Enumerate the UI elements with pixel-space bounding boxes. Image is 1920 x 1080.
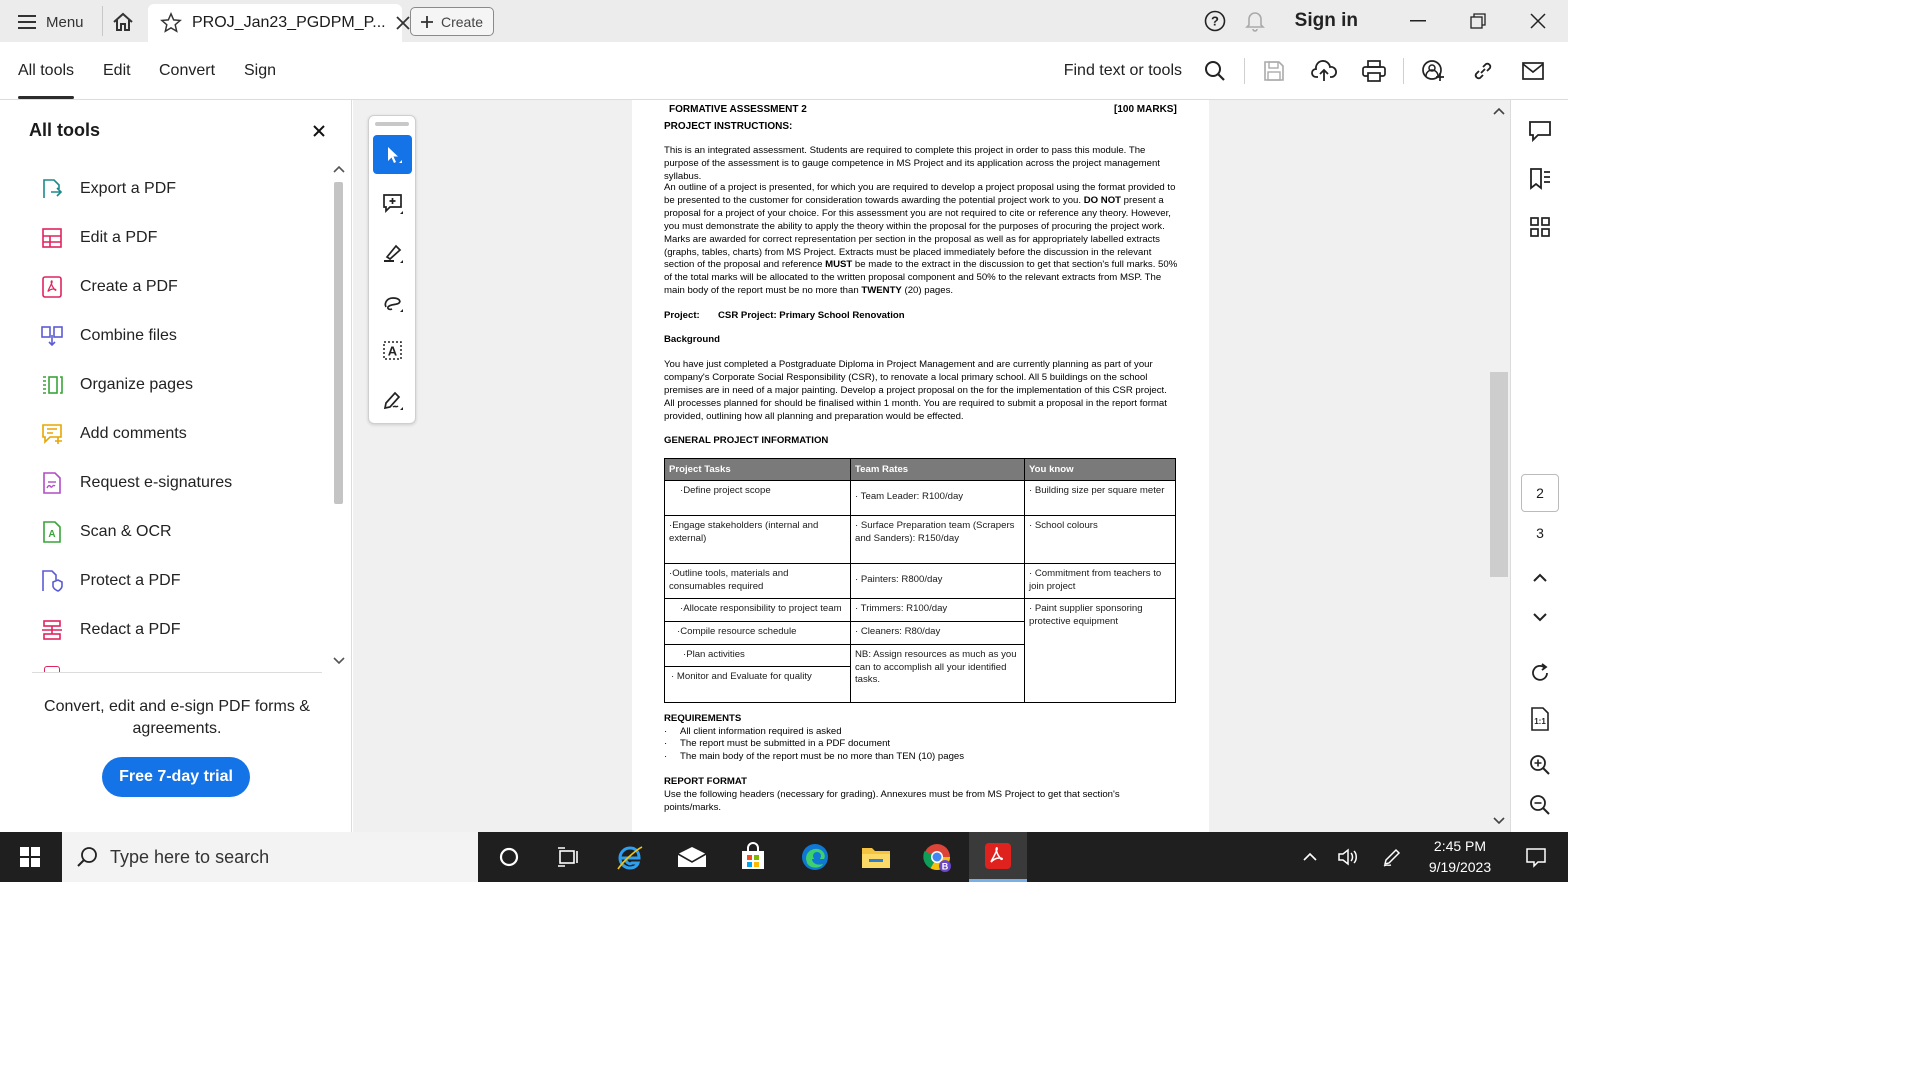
minimize-button[interactable] bbox=[1388, 0, 1448, 42]
table-cell: · School colours bbox=[1025, 516, 1176, 564]
mail-icon bbox=[1522, 62, 1544, 80]
scrollbar-thumb[interactable] bbox=[1490, 372, 1508, 577]
tool-create-pdf[interactable] bbox=[40, 272, 178, 302]
print-button[interactable] bbox=[1349, 50, 1399, 92]
table-cell: ·Allocate responsibility to project team bbox=[665, 599, 851, 622]
svg-text:1:1: 1:1 bbox=[1534, 717, 1546, 726]
table-header: You know bbox=[1025, 459, 1176, 481]
fill-sign-icon bbox=[382, 389, 404, 411]
menu-label: Menu bbox=[46, 13, 84, 31]
menu-button[interactable] bbox=[10, 8, 92, 36]
quick-tools-toolbar bbox=[368, 115, 416, 424]
table-cell: ·Compile resource schedule bbox=[665, 622, 851, 645]
table-cell: · Team Leader: R100/day bbox=[851, 481, 1025, 516]
tool-label: Edit a PDF bbox=[80, 229, 158, 246]
chevron-down-icon bbox=[1533, 612, 1547, 622]
tab-all-tools[interactable]: All tools bbox=[18, 62, 75, 79]
create-pdf-icon bbox=[40, 275, 64, 299]
notifications-center-button[interactable] bbox=[1512, 832, 1560, 882]
pen-icon bbox=[1382, 847, 1402, 867]
tool-scan-ocr[interactable] bbox=[40, 517, 172, 547]
draw-tool-button[interactable] bbox=[373, 282, 412, 321]
title-bar bbox=[0, 0, 1568, 42]
previous-page-button[interactable] bbox=[1525, 563, 1555, 593]
actual-size-icon bbox=[1530, 707, 1550, 731]
search-icon bbox=[76, 846, 98, 868]
divider bbox=[32, 672, 322, 673]
table-cell: NB: Assign resources as much as you can to accomplish all your identified tasks. bbox=[851, 645, 1025, 703]
add-comments-icon bbox=[40, 422, 64, 446]
table-cell: ·Outline tools, materials and consumables required bbox=[665, 564, 851, 599]
create-label: Create bbox=[440, 13, 484, 30]
scrollbar-thumb[interactable] bbox=[334, 182, 343, 504]
table-cell: ·Plan activities bbox=[665, 645, 851, 667]
protect-pdf-icon bbox=[40, 569, 64, 593]
find-text-button[interactable]: Find text or tools bbox=[1063, 62, 1182, 79]
clock-time: 2:45 PM bbox=[1433, 838, 1487, 854]
next-page-number[interactable]: 3 bbox=[1536, 525, 1544, 541]
star-icon[interactable] bbox=[160, 12, 182, 34]
scan-ocr-icon bbox=[40, 520, 64, 544]
acrobat-app[interactable] bbox=[969, 832, 1027, 882]
tool-label: Organize pages bbox=[80, 376, 193, 393]
table-cell: ·Engage stakeholders (internal and external) bbox=[665, 516, 851, 564]
fit-page-button[interactable] bbox=[1525, 704, 1555, 734]
svg-text:A: A bbox=[48, 529, 56, 540]
rotate-icon bbox=[1529, 662, 1551, 684]
list-item: · The main body of the report must be no more than TEN (10) pages bbox=[664, 750, 965, 762]
edge-legacy-app[interactable] bbox=[601, 832, 659, 882]
project-label: Project: bbox=[664, 310, 700, 321]
list-item-text: The main body of the report must be no more than TEN (10) pages bbox=[680, 750, 965, 762]
table-row bbox=[665, 599, 1176, 622]
all-tools-panel bbox=[0, 100, 352, 832]
tool-label: Scan & OCR bbox=[80, 523, 172, 540]
cortana-icon bbox=[499, 847, 519, 867]
search-placeholder: Type here to search bbox=[110, 846, 270, 867]
request-esign-icon bbox=[40, 471, 64, 495]
right-rail bbox=[1510, 100, 1568, 832]
table-header-row bbox=[665, 459, 1176, 481]
speaker-icon bbox=[1337, 848, 1359, 866]
hamburger-icon bbox=[18, 15, 36, 29]
svg-text:B: B bbox=[941, 861, 949, 872]
separator bbox=[1244, 58, 1245, 84]
cursor-icon bbox=[383, 144, 403, 166]
tool-label: Redact a PDF bbox=[80, 621, 181, 638]
tool-edit-pdf[interactable] bbox=[40, 223, 157, 253]
upload-button[interactable] bbox=[1299, 50, 1349, 92]
bookmarks-panel-button[interactable] bbox=[1525, 164, 1555, 194]
paragraph: This is an integrated assessment. Students are required to complete this project in order to pass this module. The purpose of the assessment is to gauge competence in MS Project and its application across the project management syllabus. bbox=[664, 145, 1160, 182]
scroll-up-icon[interactable] bbox=[333, 164, 345, 174]
taskbar-search-input[interactable] bbox=[62, 832, 478, 882]
share-user-icon bbox=[1421, 59, 1445, 83]
chrome-app[interactable] bbox=[908, 832, 966, 882]
list-item: · The report must be submitted in a PDF document bbox=[664, 738, 891, 750]
internet-explorer-icon bbox=[616, 843, 644, 871]
tool-label: Request e-signatures bbox=[80, 474, 233, 491]
table-header: Project Tasks bbox=[665, 459, 851, 481]
table-cell: · Cleaners: R80/day bbox=[851, 622, 1025, 645]
start-button[interactable] bbox=[0, 832, 60, 882]
scroll-down-icon[interactable] bbox=[1493, 816, 1505, 826]
zoom-in-icon bbox=[1529, 754, 1551, 776]
requirements-heading: REQUIREMENTS bbox=[664, 713, 742, 724]
chevron-up-icon bbox=[1533, 573, 1547, 583]
tool-combine-files[interactable] bbox=[40, 321, 177, 351]
close-icon bbox=[1530, 13, 1546, 29]
sign-tool-button[interactable] bbox=[373, 380, 412, 419]
search-icon bbox=[1204, 60, 1226, 82]
task-view-button[interactable] bbox=[539, 832, 597, 882]
svg-text:?: ? bbox=[1210, 13, 1219, 29]
instructions-heading: PROJECT INSTRUCTIONS: bbox=[664, 121, 793, 132]
help-icon bbox=[1204, 10, 1226, 32]
document-tab[interactable] bbox=[148, 4, 402, 42]
table-cell: · Commitment from teachers to join project bbox=[1025, 564, 1176, 599]
edit-pdf-icon bbox=[40, 226, 64, 250]
comments-panel-button[interactable] bbox=[1525, 116, 1555, 146]
select-tool-button[interactable] bbox=[373, 135, 412, 174]
tab-convert[interactable]: Convert bbox=[159, 62, 216, 79]
windows-logo-icon bbox=[20, 847, 40, 867]
close-icon bbox=[313, 125, 325, 137]
text-run: (20) pages. bbox=[901, 285, 954, 297]
notifications-button[interactable] bbox=[1235, 0, 1275, 42]
text-box-icon bbox=[382, 340, 404, 362]
bookmark-icon bbox=[1529, 167, 1551, 191]
close-window-button[interactable] bbox=[1508, 0, 1568, 42]
promo-text: Convert, edit and e-sign PDF forms & agreements. bbox=[44, 698, 310, 737]
text-run: TWENTY bbox=[861, 285, 902, 297]
tab-sign[interactable]: Sign bbox=[244, 62, 277, 79]
table-row bbox=[665, 564, 1176, 599]
task-view-icon bbox=[557, 847, 579, 867]
document-viewer bbox=[353, 100, 1510, 832]
cortana-button[interactable] bbox=[480, 832, 538, 882]
windows-taskbar bbox=[0, 832, 1568, 882]
show-hidden-icons-button[interactable] bbox=[1292, 832, 1328, 882]
redact-pdf-icon bbox=[40, 618, 64, 642]
text-run: present a proposal for a project of your choice. For this assessment you are not required to cite or reference any theory. However, you must demonstrate the ability to apply the theory within the proposal for the purposes of procuring the project work. Marks are awarded for correct representation per section in the proposal as well as for appropriately labelled extracts (graphs, tables, charts) from MS Project. Extracts must be placed immediately before the discussion in the relevant section of the proposal and reference bbox=[664, 194, 1171, 271]
share-button[interactable] bbox=[1408, 50, 1458, 92]
rotate-button[interactable] bbox=[1525, 658, 1555, 688]
next-page-button[interactable] bbox=[1525, 602, 1555, 632]
menubar-tools bbox=[1064, 50, 1558, 92]
restore-button[interactable] bbox=[1448, 0, 1508, 42]
paragraph bbox=[664, 182, 1178, 298]
report-format-text: Use the following headers (necessary for grading). Annexures must be from MS Project to get that section's points/marks. bbox=[664, 789, 1120, 813]
bell-icon bbox=[1245, 10, 1265, 32]
chevron-up-icon bbox=[1303, 852, 1317, 862]
text-run: be made to the extract in the discussion to get that section's full marks. 50% of the total marks will be allocated to the written proposal component and 50% to the relevant extracts from MSP. The main body of the report must be no more than bbox=[664, 259, 1178, 297]
save-button[interactable] bbox=[1249, 50, 1299, 92]
clock-date: 9/19/2023 bbox=[1428, 859, 1492, 875]
list-item-text: The report must be submitted in a PDF document bbox=[680, 738, 891, 750]
acrobat-icon bbox=[984, 842, 1012, 870]
requirements-list bbox=[664, 726, 964, 763]
project-value: CSR Project: Primary School Renovation bbox=[718, 310, 905, 321]
table-row bbox=[665, 481, 1176, 516]
table-cell: · Surface Preparation team (Scrapers and Sanders): R150/day bbox=[851, 516, 1025, 564]
doc-heading: FORMATIVE ASSESSMENT 2 bbox=[669, 104, 807, 115]
tool-label: Create a PDF bbox=[80, 278, 178, 295]
text-run: DO NOT bbox=[1083, 194, 1122, 206]
table-cell: · Trimmers: R100/day bbox=[851, 599, 1025, 622]
panel-scrollbar[interactable] bbox=[330, 160, 348, 672]
table-cell: · Building size per square meter bbox=[1025, 481, 1176, 516]
organize-pages-icon bbox=[40, 373, 64, 397]
system-clock[interactable] bbox=[1412, 836, 1508, 878]
separator bbox=[102, 6, 103, 36]
freehand-draw-icon bbox=[382, 291, 404, 313]
link-icon bbox=[1472, 60, 1494, 82]
grid-icon bbox=[1530, 217, 1550, 237]
cloud-upload-icon bbox=[1311, 60, 1337, 82]
tool-redact-pdf[interactable] bbox=[40, 615, 180, 645]
scroll-down-icon[interactable] bbox=[333, 656, 345, 666]
table-row bbox=[665, 516, 1176, 564]
pdf-page bbox=[632, 100, 1209, 832]
chrome-icon bbox=[922, 842, 952, 872]
home-icon bbox=[112, 12, 134, 32]
file-explorer-app[interactable] bbox=[847, 832, 905, 882]
sign-in-button[interactable]: Sign in bbox=[1294, 10, 1358, 31]
tool-label: Export a PDF bbox=[80, 180, 177, 197]
menu-bar bbox=[0, 42, 1568, 100]
document-scrollbar[interactable] bbox=[1489, 100, 1509, 832]
save-icon bbox=[1263, 60, 1285, 82]
text-run: MUST bbox=[825, 259, 853, 271]
current-page-box[interactable]: 2 bbox=[1521, 474, 1559, 512]
table-cell: · Painters: R800/day bbox=[851, 564, 1025, 599]
svg-text:A: A bbox=[387, 343, 397, 358]
tab-edit[interactable]: Edit bbox=[103, 62, 131, 79]
tool-organize-pages[interactable] bbox=[40, 370, 193, 400]
help-button[interactable] bbox=[1195, 0, 1235, 42]
separator bbox=[1403, 58, 1404, 84]
text-run: An outline of a project is presented, for which you are required to develop a project proposal using the format provided to be presented to the customer for consideration towards awarding the potential project work to you. bbox=[664, 182, 1176, 206]
tab-title: PROJ_Jan23_PGDPM_P... bbox=[192, 14, 386, 31]
restore-icon bbox=[1470, 13, 1486, 29]
list-item-text: All client information required is asked bbox=[680, 726, 842, 737]
volume-button[interactable] bbox=[1330, 832, 1366, 882]
tool-request-esignatures[interactable] bbox=[40, 468, 232, 498]
plus-icon bbox=[421, 16, 433, 28]
highlight-tool-button[interactable] bbox=[373, 233, 412, 272]
close-panel-button[interactable] bbox=[310, 122, 328, 140]
minimize-icon bbox=[1410, 20, 1426, 22]
notification-icon bbox=[1525, 847, 1547, 867]
tool-label: Add comments bbox=[80, 425, 187, 442]
store-icon bbox=[739, 843, 767, 871]
text-tool-button[interactable] bbox=[373, 331, 412, 370]
add-comment-tool-button[interactable] bbox=[373, 184, 412, 223]
project-info-table bbox=[664, 458, 1176, 703]
free-trial-button[interactable]: Free 7-day trial bbox=[102, 757, 250, 797]
scroll-up-icon[interactable] bbox=[1493, 106, 1505, 116]
table-header: Team Rates bbox=[851, 459, 1025, 481]
pen-menu-button[interactable] bbox=[1374, 832, 1410, 882]
gpi-heading: GENERAL PROJECT INFORMATION bbox=[664, 435, 829, 446]
combine-files-icon bbox=[40, 324, 64, 348]
zoom-in-button[interactable] bbox=[1525, 750, 1555, 780]
table-cell: ·Define project scope bbox=[665, 481, 851, 516]
list-item: · All client information required is asked bbox=[664, 726, 842, 737]
edge-icon bbox=[800, 842, 830, 872]
zoom-out-button[interactable] bbox=[1525, 790, 1555, 820]
mail-icon bbox=[677, 846, 707, 868]
folder-icon bbox=[861, 845, 891, 869]
doc-marks: [100 MARKS] bbox=[1114, 104, 1177, 115]
highlighter-icon bbox=[382, 242, 404, 264]
panel-title: All tools bbox=[29, 120, 100, 140]
search-button[interactable] bbox=[1190, 50, 1240, 92]
comment-add-icon bbox=[382, 193, 404, 215]
store-app[interactable] bbox=[724, 832, 782, 882]
comment-icon bbox=[1528, 120, 1552, 142]
close-tab-icon[interactable] bbox=[396, 16, 410, 30]
create-button[interactable] bbox=[410, 7, 494, 36]
tool-protect-pdf[interactable] bbox=[40, 566, 180, 596]
thumbnails-panel-button[interactable] bbox=[1525, 212, 1555, 242]
background-heading: Background bbox=[664, 334, 720, 345]
active-tab-indicator bbox=[18, 96, 74, 99]
report-format-heading: REPORT FORMAT bbox=[664, 776, 747, 787]
tool-label: Protect a PDF bbox=[80, 572, 181, 589]
table-cell: · Paint supplier sponsoring protective equipment bbox=[1025, 599, 1176, 703]
mail-app[interactable] bbox=[663, 832, 721, 882]
email-button[interactable] bbox=[1508, 50, 1558, 92]
print-icon bbox=[1362, 60, 1386, 82]
export-pdf-icon bbox=[40, 177, 64, 201]
zoom-out-icon bbox=[1529, 794, 1551, 816]
background-text: You have just completed a Postgraduate Diploma in Project Management and are currently planning as part of your company's Corporate Social Responsibility (CSR), to renovate a local primary school. All 5 buildings on the school premises are in need of a major painting. Develop a project proposal on the for the implementation of this CSR project. All processes planned for should be finalised within 1 month. You are required to submit a proposal in the report format provided, outlining how all planning and preparation would be effected. bbox=[664, 359, 1167, 422]
tool-add-comments[interactable] bbox=[40, 419, 187, 449]
tool-label: Combine files bbox=[80, 327, 177, 344]
edge-app[interactable] bbox=[786, 832, 844, 882]
tool-export-pdf[interactable] bbox=[40, 174, 176, 204]
drag-handle[interactable] bbox=[375, 122, 409, 126]
home-button[interactable] bbox=[108, 8, 138, 36]
copy-link-button[interactable] bbox=[1458, 50, 1508, 92]
titlebar-right bbox=[1195, 0, 1568, 42]
table-cell: · Monitor and Evaluate for quality bbox=[665, 667, 851, 703]
